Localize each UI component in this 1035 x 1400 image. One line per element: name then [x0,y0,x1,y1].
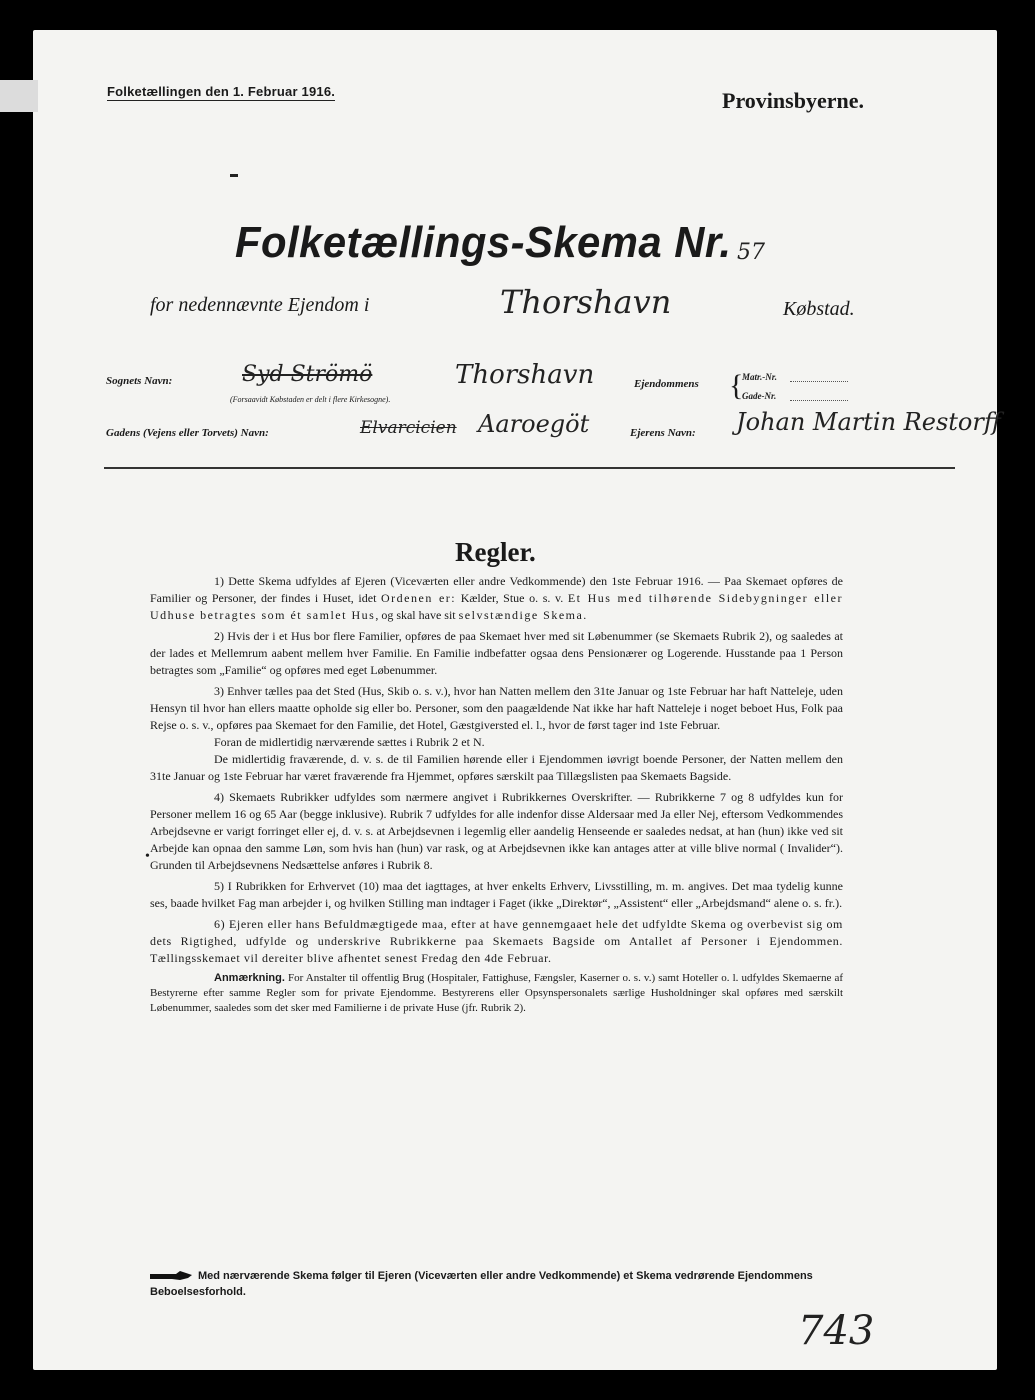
property-label: Ejendommens [634,378,699,390]
rule-6: 6) Ejeren eller hans Befuldmægtigede maa, efter at have gennemgaaet hele det udfyldte Skema og overbevist sig om dets Rigtighed, udfylde og underskrive Rubrikkerne paa Skemaets Bagside om Antallet af Personer i Ejendommen. Tællingsskemaet vil dereiter blive afhentet senest Fredag den 4de Februar. [150,917,843,965]
property-line-suffix: Købstad. [783,298,855,320]
remark [150,971,843,1016]
divider-line [104,467,955,469]
rules-heading: Regler. [455,537,536,567]
rule-1 [150,573,843,624]
rule-2: 2) Hvis der i et Hus bor flere Familier, opføres de paa Skemaet hver med sit Løbenummer (se Skemaets Rubrik 2), og saaledes at der lades et Mellemrum aabent mellem hver Familie. En Familie indbefatter ogsaa dens Pensionærer og Logerende. Husstande paa 1 Person betragtes som „Familie“ og opføres med eget Løbenummer. [150,629,843,677]
rule-1-text-a: 1) Dette Skema udfyldes af Ejeren (Viceværten eller andre Vedkommende) den 1ste Februar 1916. — Paa Skemaet opføres de Familier og Personer, der findes i Huset, idet [150,574,843,605]
footer-note-text: Med nærværende Skema følger til Ejeren (Viceværten eller andre Vedkommende) et Skema vedrørende Ejendommens Beboelsesforhold. [150,1270,813,1298]
rule-1-text-c: Kælder, Stue o. s. v. [456,591,568,605]
form-title: Folketællings-Skema Nr. [235,218,732,267]
page-number-handwritten: 743 [798,1308,875,1354]
rule-1-text-f: selvstændige Skema. [458,608,588,622]
parish-label: Sognets Navn: [106,375,173,387]
parish-handwritten: Thorshavn [455,360,595,390]
pointing-hand-icon [150,1271,192,1281]
parish-note: (Forsaavidt Købstaden er delt i flere Kirkesogne). [230,395,391,404]
rule-1-text-d: Et Hus med tilhørende Sidebygninger eller Udhuse betragtes som ét samlet Hus [150,591,844,622]
gade-field [790,400,848,401]
rules-body [150,573,843,1022]
gade-label: Gade-Nr. [742,391,777,401]
dash-mark [230,174,238,177]
street-label: Gadens (Vejens eller Torvets) Navn: [106,427,269,439]
parish-struck-handwritten: Syd Strömö [242,362,373,387]
form-number-handwritten: 57 [737,240,765,265]
region-label: Provinsbyerne. [722,88,864,113]
brace-mark: { [729,369,744,402]
census-date-heading: Folketællingen den 1. Februar 1916. [107,84,336,99]
matr-field [790,381,848,382]
remark-text: For Anstalter til offentlig Brug (Hospitaler, Fattighuse, Fængsler, Kaserner o. s. v.) samt Hoteller o. l. udfyldes Skemaerne af Bestyrerne efter samme Regler som for private Ejendomme. Bestyrerens eller Opsynspersonalets særlige Husholdninger skal opføres med særskilt Løbenummer, saaledes som det sker med Familierne i de private Huse (jfr. Rubrik 2). [150,972,843,1014]
rule-3b: Foran de midlertidig nærværende sættes i Rubrik 2 et N. [214,735,485,749]
rule-3: 3) Enhver tælles paa det Sted (Hus, Skib o. s. v.), hvor han Natten mellem den 31te Januar og 1ste Februar har haft Natteleje, uden Hensyn til hvor han ellers maatte opholde sig eller bo. Personer, som den paagældende Nat ikke har haft Natteleje i noget beboet Hus, Folk paa Rejse o. s. v., opføres paa Skemaet for den Familie, det Hotel, Gæstgiversted el. l., hvor de først tager ind 1ste Februar. [150,684,843,732]
rule-1-text-b: Ordenen er: [381,591,457,605]
rule-4: 4) Skemaets Rubrikker udfyldes som nærmere angivet i Rubrikkernes Overskrifter. — Rubrikkerne 7 og 8 udfyldes kun for Personer mellem 16 og 65 Aar (begge inklusive). Rubrik 7 udfyldes for alle indenfor disse Aldersaar med Ja eller Nej, eftersom Vedkommendes Arbejdsevne er varigt forringet eller ej, d. v. s. at Arbejdsevnen i legemlig eller aandelig Henseende er saaledes nedsat, at han (hun) ikke ved sit Arbejde kan opnaa den samme Løn, som hvis han (hun) var rask, og at Arbejdsevnen ikke kan antages atter at ville blive normal ( Invalider“). Grunden til Arbejdsevnens Nedsættelse anføres i Rubrik 8. [150,790,843,872]
rule-5: 5) I Rubrikken for Erhvervet (10) maa det iagttages, at hver enkelts Erhverv, Livsstilling, m. m. angives. Det maa tydelig kunne ses, baade hvilket Fag man arbejder i, og hvilken Stilling man indtager i Faget (ikke „Direktør“, „Assistent“ eller „Arbejdsmand“ alene o. s. fr.). [150,879,843,910]
owner-label: Ejerens Navn: [630,427,696,439]
rule-1-text-e: , og skal have sit [375,608,459,622]
edge-stain [0,80,38,112]
street-struck-handwritten: Elvarcicien [360,418,457,438]
remark-label: Anmærkning. [214,972,285,984]
rule-3c: De midlertidig fraværende, d. v. s. de til Familien hørende eller i Ejendommen iøvrigt boende Personer, der Natten mellem den 31te Januar og 1ste Februar har været fraværende fra Hjemmet, opføres særskilt paa Tillægslisten paa Skemaets Bagside. [150,752,843,783]
matr-label: Matr.-Nr. [742,372,778,382]
property-line-prefix: for nedennævnte Ejendom i [150,294,370,316]
footer-note [150,1268,840,1300]
town-handwritten: Thorshavn [500,283,672,321]
street-handwritten: Aaroegöt [478,410,590,438]
owner-handwritten: Johan Martin Restorff [736,408,1001,436]
margin-dot: • [145,849,150,864]
